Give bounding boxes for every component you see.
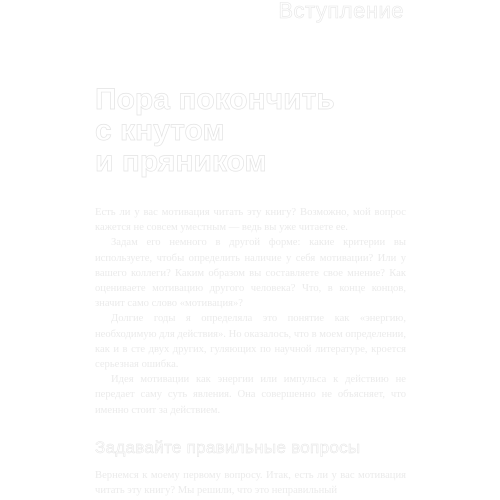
paragraph: Задам его немного в другой форме: какие критерии вы используете, чтобы определить наличие у себя мотивации? Или у вашего коллеги? Каким образом вы составляете свое мнение? Как оцениваете мотивацию другого человека? Что, в конце концов, значит само слово «мотивация»?: [95, 237, 406, 310]
paragraph: Идея мотивации как энергии или импульса к действию не передает саму суть явления. Она совершенно не объясняет, что именно стоит за действием.: [95, 374, 406, 416]
chapter-title-line-3: и пряником: [95, 145, 267, 178]
chapter-title-line-1: Пора покончить: [95, 83, 335, 116]
chapter-title-line-2: с кнутом: [95, 114, 225, 147]
section-heading: Задавайте правильные вопросы: [95, 438, 361, 457]
section-text: [95, 468, 406, 498]
chapter-title: [95, 84, 335, 177]
paragraph: Есть ли у вас мотивация читать эту книгу? Возможно, мой вопрос кажется не совсем уместным — ведь вы уже читаете ее.: [95, 207, 406, 234]
chapter-label: Вступление: [278, 0, 404, 23]
paragraph: Долгие годы я определяла это понятие как «энергию, необходимую для действия». Но оказалось, что в моем определении, как и в сте двух других, гуляющих по научной литературе, кроется серьезная ошибка.: [95, 313, 406, 371]
paragraph: Вернемся к моему первому вопросу. Итак, есть ли у вас мотивация читать эту книгу? Мы решили, что это неправильный: [95, 470, 406, 497]
body-text: [95, 205, 406, 418]
